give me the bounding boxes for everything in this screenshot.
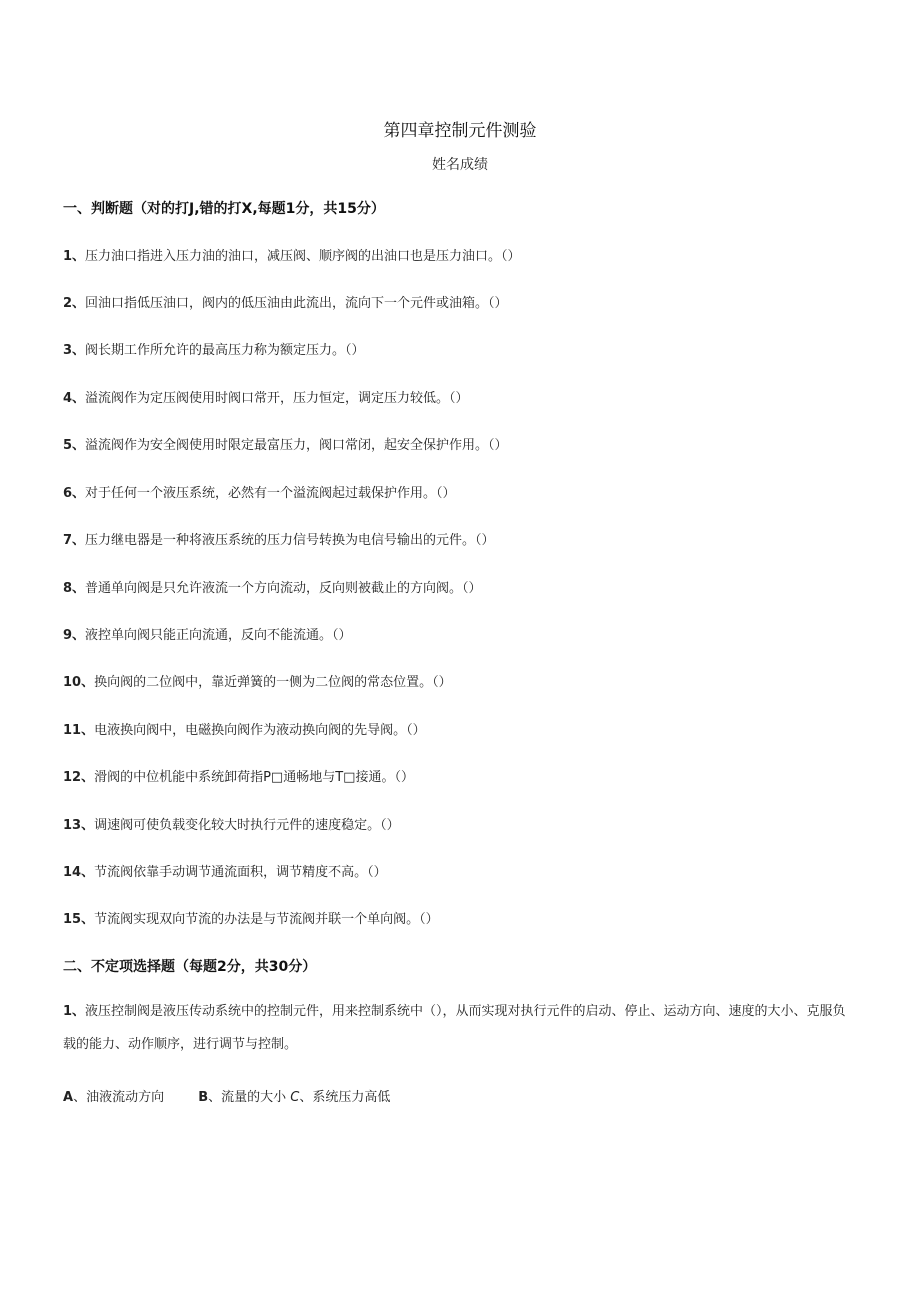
question-text: 换向阀的二位阀中，靠近弹簧的一侧为二位阀的常态位置。（） [94, 675, 452, 690]
tf-question-2 [63, 292, 508, 311]
option-c-text: 、系统压力高低 [299, 1090, 391, 1105]
section-1-heading: 一、判断题（对的打J,错的打X,每题1分，共15分） [63, 201, 385, 217]
document-title: 第四章控制元件测验 [383, 121, 537, 141]
question-number: 11、 [63, 723, 95, 738]
tf-question-3 [63, 339, 365, 358]
question-text: 溢流阀作为定压阀使用时阀口常开，压力恒定，调定压力较低。（） [85, 391, 469, 406]
tf-question-1 [63, 245, 521, 264]
tf-question-8 [63, 577, 482, 596]
section-2-heading: 二、不定项选择题（每题2分，共30分） [63, 959, 317, 975]
question-number: 7、 [63, 533, 86, 548]
option-a-text: 、油液流动方向 [73, 1090, 165, 1105]
question-number: 2、 [63, 296, 86, 311]
option-a[interactable] [63, 1090, 164, 1105]
question-text: 滑阀的中位机能中系统卸荷指P□通畅地与T□接通。（） [94, 770, 414, 785]
option-b[interactable] [198, 1090, 286, 1105]
question-number: 8、 [63, 581, 86, 596]
tf-question-6 [63, 482, 456, 501]
question-number: 14、 [63, 865, 95, 880]
option-b-text: 、流量的大小 [208, 1090, 287, 1105]
question-number: 9、 [63, 628, 86, 643]
question-number: 6、 [63, 486, 86, 501]
tf-question-10 [63, 671, 452, 690]
question-text: 调速阀可使负载变化较大时执行元件的速度稳定。（） [94, 818, 400, 833]
tf-question-13 [63, 814, 400, 833]
tf-question-4 [63, 387, 469, 406]
question-text: 普通单向阀是只允许液流一个方向流动，反向则被截止的方向阀。（） [85, 581, 482, 596]
tf-question-9 [63, 624, 352, 643]
question-text: 节流阀依靠手动调节通流面积，调节精度不高。（） [94, 865, 387, 880]
question-text: 液压控制阀是液压传动系统中的控制元件，用来控制系统中（），从而实现对执行元件的启动、停止、运动方向、速度的大小、克服负载的能力、动作顺序，进行调节与控制。 [63, 1004, 846, 1052]
mc-question-1-options [63, 1086, 390, 1105]
tf-question-5 [63, 434, 508, 453]
tf-question-15 [63, 908, 439, 927]
tf-question-14 [63, 861, 387, 880]
tf-question-12 [63, 766, 414, 785]
question-number: 3、 [63, 343, 86, 358]
question-number: 5、 [63, 438, 86, 453]
option-b-letter: B [198, 1090, 209, 1105]
question-text: 压力油口指进入压力油的油口，减压阀、顺序阀的出油口也是压力油口。（） [85, 249, 521, 264]
tf-question-11 [63, 719, 426, 738]
question-text: 节流阀实现双向节流的办法是与节流阀并联一个单向阀。（） [94, 912, 439, 927]
question-text: 对于任何一个液压系统，必然有一个溢流阀起过载保护作用。（） [85, 486, 456, 501]
question-number: 1、 [63, 1004, 86, 1019]
question-text: 回油口指低压油口，阀内的低压油由此流出，流向下一个元件或油箱。（） [85, 296, 508, 311]
mc-question-1 [63, 995, 853, 1061]
question-number: 13、 [63, 818, 95, 833]
option-c[interactable] [290, 1090, 390, 1105]
tf-question-7 [63, 529, 495, 548]
question-number: 12、 [63, 770, 95, 785]
option-c-letter: C [290, 1090, 300, 1105]
question-text: 电液换向阀中，电磁换向阀作为液动换向阀的先导阀。（） [94, 723, 426, 738]
question-number: 1、 [63, 249, 86, 264]
question-text: 溢流阀作为安全阀使用时限定最富压力，阀口常闭，起安全保护作用。（） [85, 438, 508, 453]
question-number: 10、 [63, 675, 95, 690]
question-text: 阀长期工作所允许的最高压力称为额定压力。（） [85, 343, 365, 358]
question-number: 15、 [63, 912, 95, 927]
name-score-line: 姓名成绩 [432, 157, 488, 173]
question-text: 液控单向阀只能正向流通，反向不能流通。（） [85, 628, 352, 643]
question-text: 压力继电器是一种将液压系统的压力信号转换为电信号输出的元件。（） [85, 533, 495, 548]
option-a-letter: A [63, 1090, 74, 1105]
question-number: 4、 [63, 391, 86, 406]
